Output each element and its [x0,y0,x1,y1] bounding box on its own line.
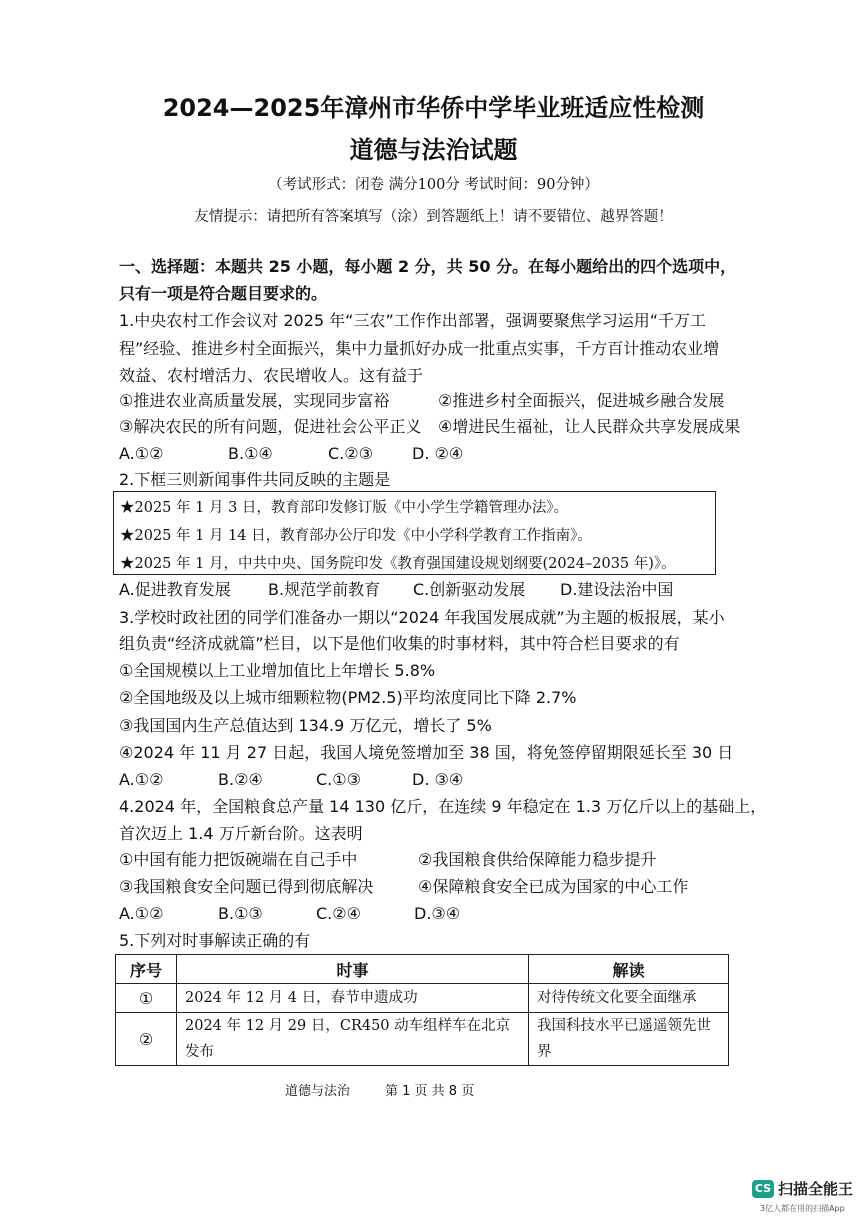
q4-option-4: ④保障粮食安全已成为国家的中心工作 [418,877,689,896]
q2-choice-b: B.规范学前教育 [268,580,381,599]
q2-news-item-3: ★2025 年 1 月，中共中央、国务院印发《教育强国建设规划纲要(2024–2035 年)》。 [120,556,676,572]
table-row [116,984,729,1013]
q1-stem-line3: 效益、农村增活力、农民增收人。这有益于 [119,366,424,385]
header-reading: 解读 [529,955,729,984]
q1-option-4: ④增进民生福祉，让人民群众共享发展成果 [438,417,741,436]
exam-tip: 友情提示：请把所有答案填写（涂）到答题纸上！请不要错位、越界答题！ [194,209,673,225]
q3-option-2: ②全国地级及以上城市细颗粒物(PM2.5)平均浓度同比下降 2.7% [119,688,577,707]
q4-stem-line2: 首次迈上 1.4 万斤新台阶。这表明 [119,824,363,843]
q4-option-1: ①中国有能力把饭碗端在自己手中 [119,850,358,869]
q2-news-item-2: ★2025 年 1 月 14 日，教育部办公厅印发《中小学科学教育工作指南》。 [120,528,592,544]
q1-option-3: ③解决农民的所有问题，促进社会公平正义 [119,417,422,436]
q4-stem-line1: 4.2024 年，全国粮食总产量 14 130 亿斤，在连续 9 年稳定在 1.3 万亿斤以上的基础上， [119,797,767,816]
exam-info: （考试形式：闭卷 满分100分 考试时间：90分钟） [268,177,599,193]
camscanner-name: 扫描全能王 [778,1180,854,1198]
q3-choice-c: C.①③ [316,770,361,789]
q3-stem-line1: 3.学校时政社团的同学们准备办一期以“2024 年我国发展成就”为主题的板报展，某小 [119,608,725,627]
section-intro-line2: 只有一项是符合题目要求的。 [119,284,328,303]
q2-choice-a: A.促进教育发展 [119,580,231,599]
camscanner-tagline: 3亿人都在用的扫描App [760,1204,845,1213]
footer-page: 第 1 页 共 8 页 [385,1084,475,1099]
q3-choice-a: A.①② [119,770,164,789]
footer-subject: 道德与法治 [285,1084,351,1099]
q2-choice-c: C.创新驱动发展 [413,580,526,599]
q2-stem: 2.下框三则新闻事件共同反映的主题是 [119,470,391,489]
section-intro-line1: 一、选择题：本题共 25 小题，每小题 2 分，共 50 分。在每小题给出的四个选项中， [119,257,737,276]
q3-choice-b: B.②④ [218,770,263,789]
camscanner-logo-icon: CS [752,1180,774,1198]
row1-event: 2024 年 12 月 4 日，春节申遗成功 [177,984,529,1013]
header-no: 序号 [116,955,177,984]
subject-title: 道德与法治试题 [349,136,518,164]
q3-choice-d: D. ③④ [412,770,464,789]
q3-stem-line2: 组负责“经济成就篇”栏目，以下是他们收集的时事材料，其中符合栏目要求的有 [119,634,680,653]
q1-choice-c: C.②③ [328,444,373,463]
q1-option-1: ①推进农业高质量发展，实现同步富裕 [119,391,390,410]
q4-choice-a: A.①② [119,904,164,923]
q2-choice-d: D.建设法治中国 [560,580,674,599]
q1-stem-line1: 1.中央农村工作会议对 2025 年“三农”工作作出部署，强调要聚焦学习运用“千万工 [119,311,707,330]
q2-news-item-1: ★2025 年 1 月 3 日，教育部印发修订版《中小学生学籍管理办法》。 [120,500,569,516]
table-header-row [116,955,729,984]
row2-event: 2024 年 12 月 29 日，CR450 动车组样车在北京发布 [177,1013,529,1066]
q3-option-4: ④2024 年 11 月 27 日起，我国人境免签增加至 38 国，将免签停留期限延长至 30 日 [119,743,734,762]
q1-choice-d: D. ②④ [412,444,464,463]
q3-option-1: ①全国规模以上工业增加值比上年增长 5.8% [119,661,436,680]
q4-choice-d: D.③④ [414,904,461,923]
q4-option-3: ③我国粮食安全问题已得到彻底解决 [119,877,374,896]
row1-no: ① [116,984,177,1013]
q5-stem: 5.下列对时事解读正确的有 [119,931,311,950]
q1-stem-line2: 程”经验、推进乡村全面振兴，集中力量抓好办成一批重点实事，千方百计推动农业增 [119,339,720,358]
q3-option-3: ③我国国内生产总值达到 134.9 万亿元，增长了 5% [119,716,492,735]
q1-choice-b: B.①④ [228,444,273,463]
row1-reading: 对待传统文化要全面继承 [529,984,729,1013]
table-row [116,1013,729,1066]
row2-reading: 我国科技水平已遥遥领先世界 [529,1013,729,1066]
q4-choice-b: B.①③ [218,904,263,923]
header-event: 时事 [177,955,529,984]
row2-no: ② [116,1013,177,1066]
q1-option-2: ②推进乡村全面振兴，促进城乡融合发展 [438,391,725,410]
exam-title: 2024—2025年漳州市华侨中学毕业班适应性检测 [162,94,705,122]
q4-choice-c: C.②④ [316,904,361,923]
q1-choice-a: A.①② [119,444,164,463]
q4-option-2: ②我国粮食供给保障能力稳步提升 [418,850,657,869]
q5-table [115,954,729,1066]
